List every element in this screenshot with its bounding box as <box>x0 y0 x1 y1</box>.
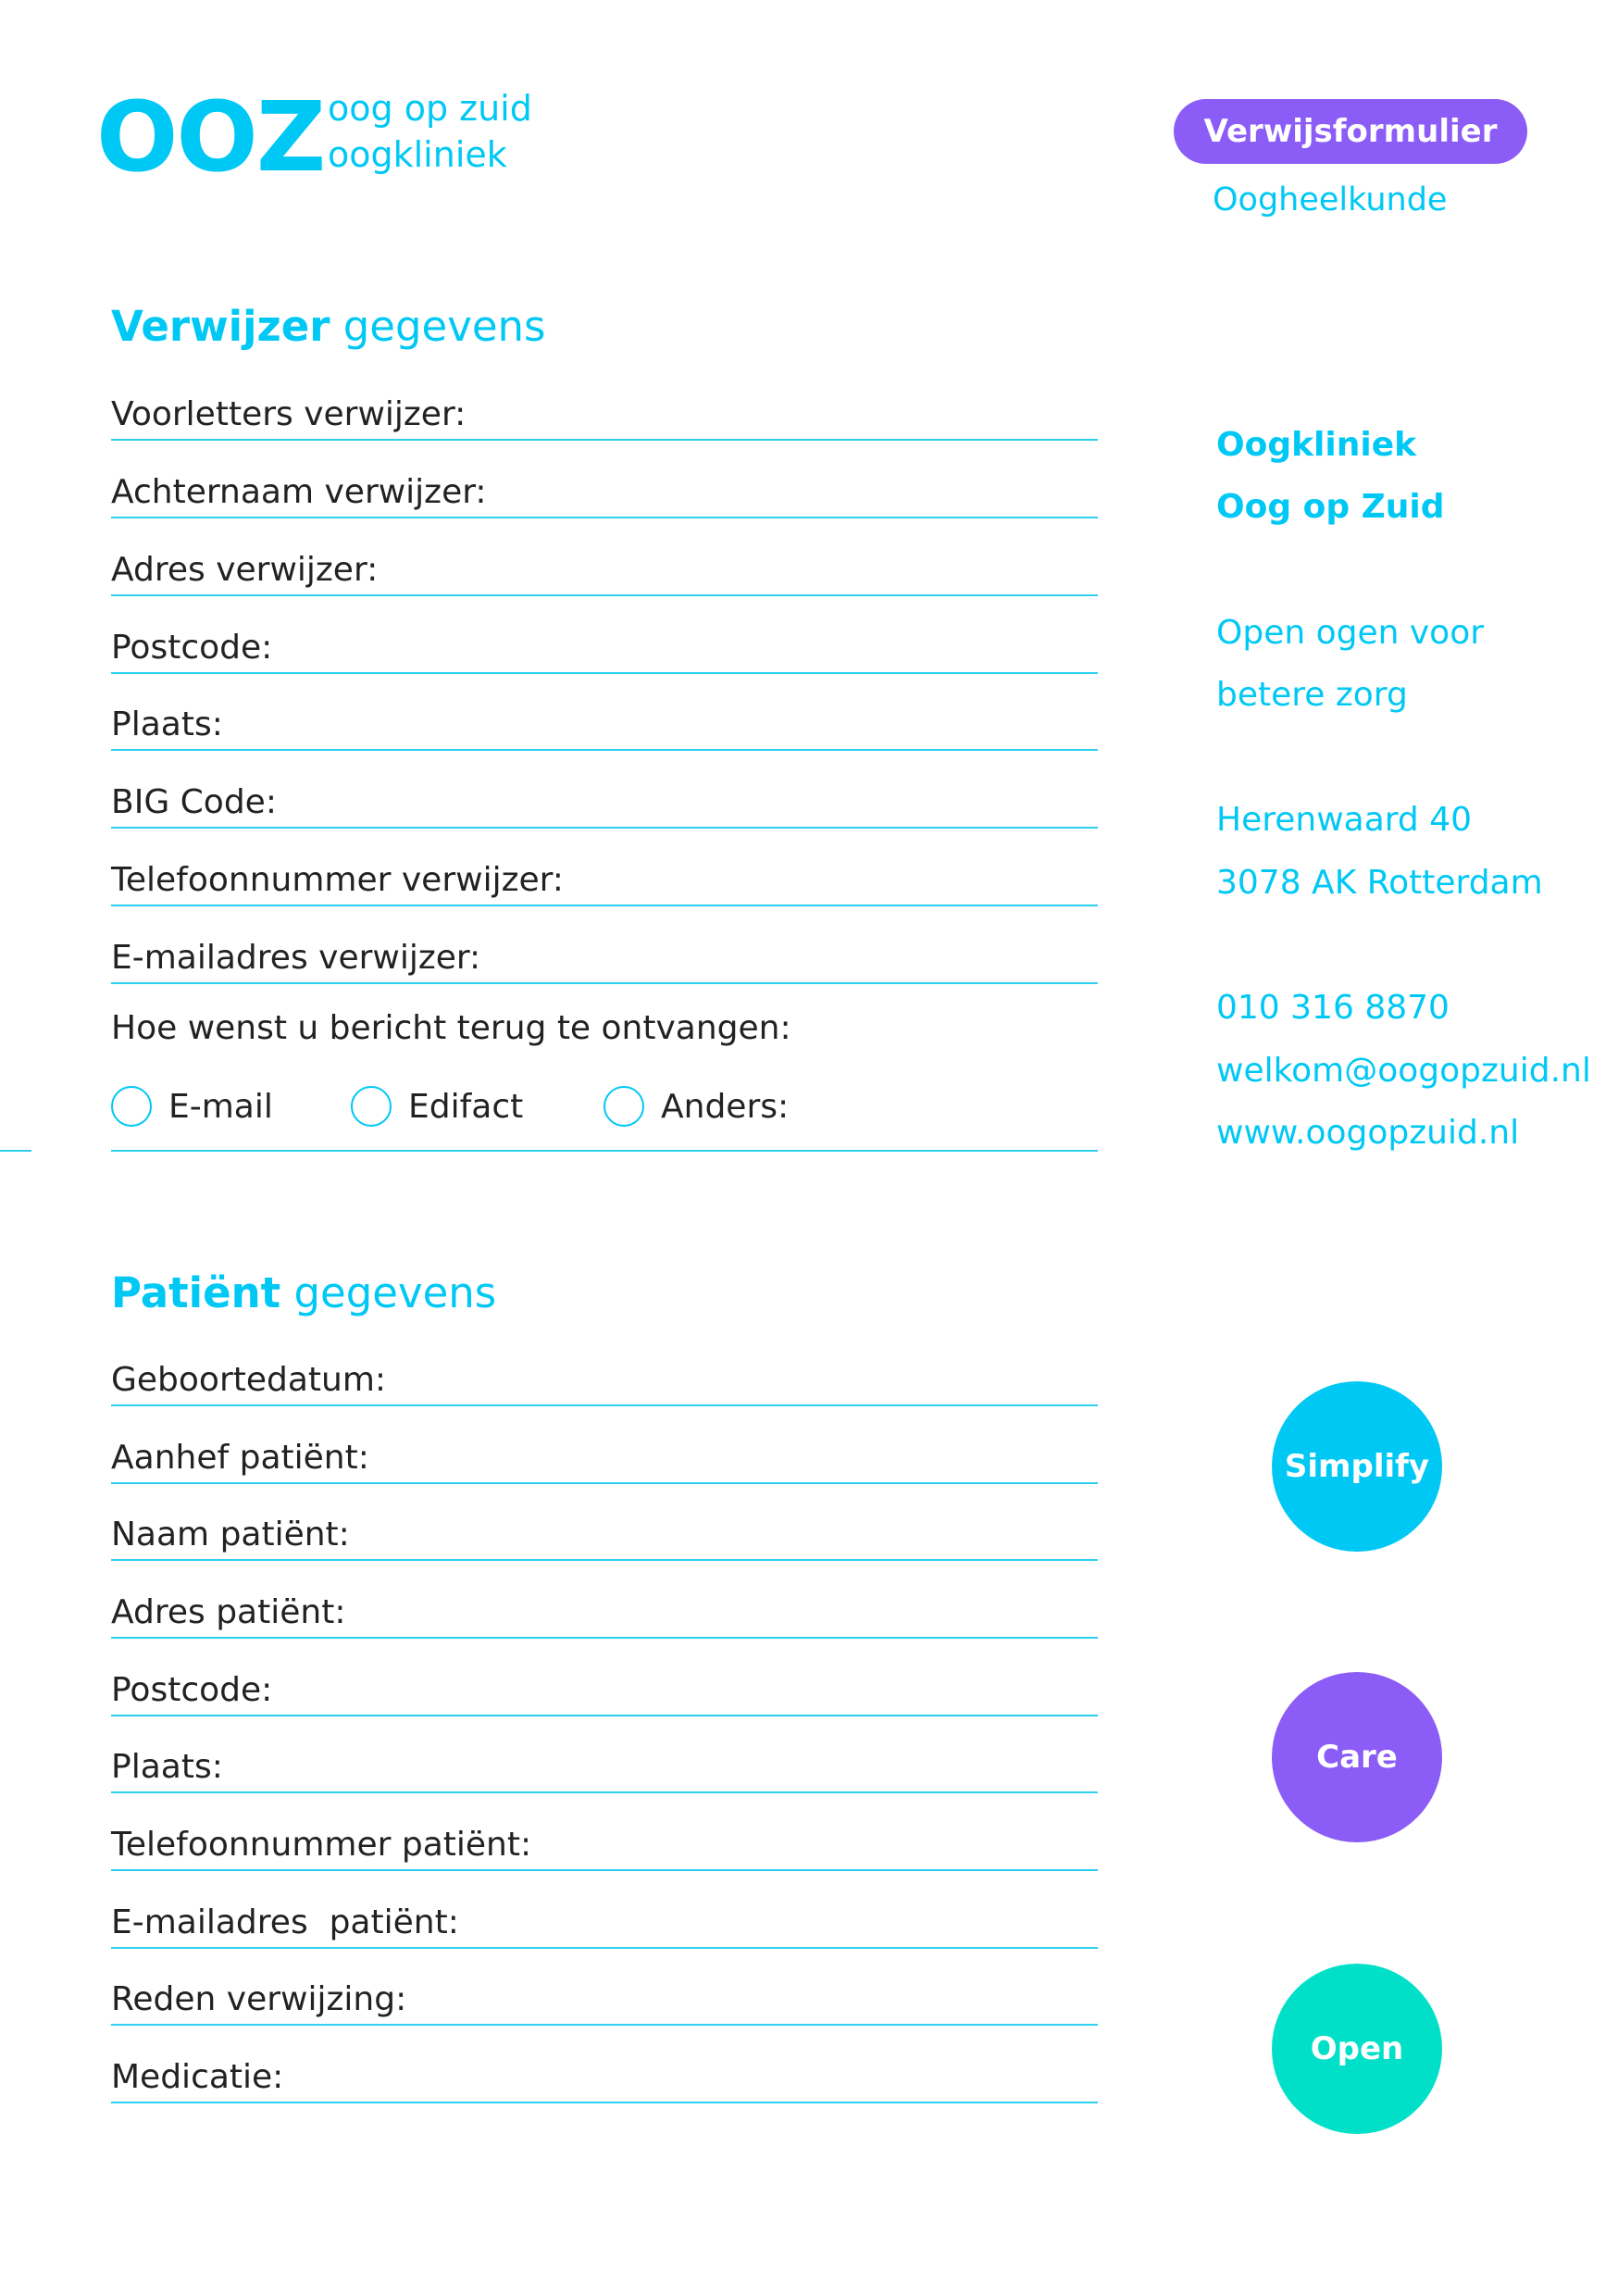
field-big-code[interactable] <box>111 783 1098 829</box>
field-label: Postcode: <box>111 1671 273 1709</box>
field-label: Plaats: <box>111 1748 223 1786</box>
value-circle-care: Care <box>1272 1672 1442 1842</box>
field-telefoon[interactable] <box>111 861 1098 906</box>
radio-label: E-mail <box>168 1087 273 1126</box>
clinic-name-1: Oogkliniek <box>1216 426 1417 464</box>
reply-question: Hoe wenst u bericht terug te ontvangen: <box>111 1009 791 1047</box>
radio-label: Edifact <box>408 1087 524 1126</box>
reply-option-email[interactable] <box>111 1086 273 1127</box>
field-telefoon-patient[interactable] <box>111 1826 1098 1871</box>
website-link[interactable]: www.oogopzuid.nl <box>1216 1114 1520 1152</box>
logo-line-1: oog op zuid <box>328 88 532 129</box>
email-link[interactable]: welkom@oogopzuid.nl <box>1216 1052 1591 1090</box>
value-circle-open: Open <box>1272 1964 1442 2134</box>
field-medicatie[interactable] <box>111 2058 1098 2103</box>
patient-title-light: gegevens <box>293 1268 497 1317</box>
field-label: Aanhef patiënt: <box>111 1439 369 1477</box>
radio-label: Anders: <box>661 1087 790 1126</box>
department-subtitle: Oogheelkunde <box>1213 181 1448 218</box>
field-label: Adres verwijzer: <box>111 551 379 589</box>
logo <box>96 81 532 193</box>
field-anders-line[interactable] <box>111 1150 1098 1152</box>
radio-icon[interactable] <box>111 1086 152 1127</box>
field-label: Postcode: <box>111 629 273 667</box>
field-label: E-mailadres verwijzer: <box>111 939 481 977</box>
reply-option-anders[interactable] <box>604 1086 789 1127</box>
field-label: Achternaam verwijzer: <box>111 473 487 511</box>
field-geboortedatum[interactable] <box>111 1361 1098 1406</box>
tagline-1: Open ogen voor <box>1216 614 1485 652</box>
clinic-name-2: Oog op Zuid <box>1216 488 1445 526</box>
field-naam[interactable] <box>111 1516 1098 1561</box>
field-label: Telefoonnummer verwijzer: <box>111 861 564 899</box>
field-label: Naam patiënt: <box>111 1516 350 1554</box>
field-voorletters[interactable] <box>111 395 1098 441</box>
field-label: E-mailadres patiënt: <box>111 1903 459 1941</box>
value-circle-simplify: Simplify <box>1272 1381 1442 1552</box>
logo-line-2: oogkliniek <box>328 134 507 175</box>
field-label: BIG Code: <box>111 783 277 821</box>
form-type-badge: Verwijsformulier <box>1174 99 1527 164</box>
field-label: Medicatie: <box>111 2058 284 2096</box>
field-label: Telefoonnummer patiënt: <box>111 1826 532 1864</box>
referrer-title-light: gegevens <box>342 302 546 351</box>
field-postcode[interactable] <box>111 629 1098 674</box>
fold-mark <box>0 1150 31 1152</box>
field-aanhef[interactable] <box>111 1439 1098 1484</box>
field-adres[interactable] <box>111 551 1098 596</box>
field-achternaam[interactable] <box>111 473 1098 518</box>
referrer-section-title <box>111 302 546 351</box>
reply-option-edifact[interactable] <box>351 1086 523 1127</box>
patient-section-title <box>111 1268 496 1317</box>
radio-icon[interactable] <box>604 1086 644 1127</box>
field-label: Voorletters verwijzer: <box>111 395 467 433</box>
field-label: Reden verwijzing: <box>111 1980 407 2018</box>
field-label: Geboortedatum: <box>111 1361 387 1399</box>
logo-mark: OOZ <box>96 81 325 193</box>
phone-number: 010 316 8870 <box>1216 989 1450 1027</box>
tagline-2: betere zorg <box>1216 676 1408 714</box>
logo-text <box>328 85 532 178</box>
patient-title-bold: Patiënt <box>111 1268 281 1317</box>
field-label: Adres patiënt: <box>111 1593 346 1631</box>
field-email[interactable] <box>111 939 1098 984</box>
radio-icon[interactable] <box>351 1086 392 1127</box>
field-postcode-patient[interactable] <box>111 1671 1098 1716</box>
referrer-title-bold: Verwijzer <box>111 302 330 351</box>
address-street: Herenwaard 40 <box>1216 801 1473 839</box>
field-plaats-patient[interactable] <box>111 1748 1098 1793</box>
field-label: Plaats: <box>111 705 223 743</box>
field-plaats[interactable] <box>111 705 1098 751</box>
field-adres-patient[interactable] <box>111 1593 1098 1639</box>
address-city: 3078 AK Rotterdam <box>1216 864 1543 902</box>
field-email-patient[interactable] <box>111 1903 1098 1949</box>
field-reden[interactable] <box>111 1980 1098 2026</box>
